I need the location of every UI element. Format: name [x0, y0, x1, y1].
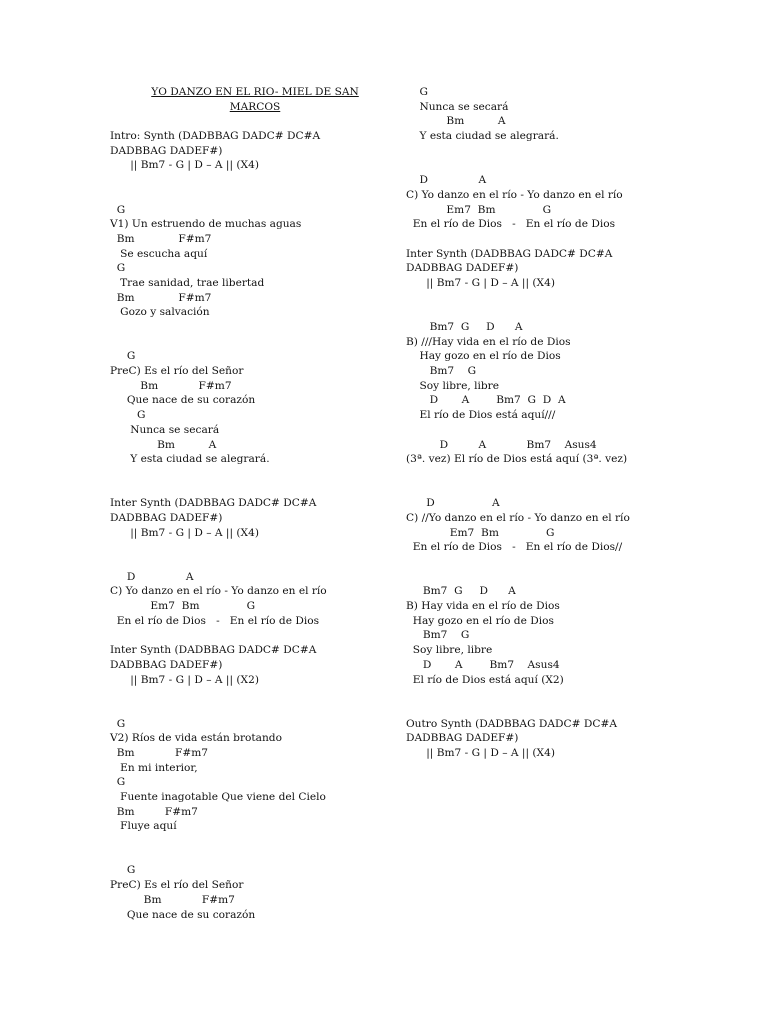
- lyric-line: G: [406, 86, 428, 98]
- left-column: [110, 85, 400, 922]
- lyric-line: G: [110, 262, 126, 275]
- lyric-line: D A: [406, 497, 500, 510]
- lyric-line: DADBBAG DADEF#): [110, 511, 223, 524]
- blank-line: [110, 188, 400, 203]
- title-spacer: [110, 114, 400, 129]
- blank-line: [110, 555, 400, 570]
- blank-line: [110, 540, 400, 555]
- lyric-line: Y esta ciudad se alegrará.: [406, 130, 559, 143]
- blank-line: [110, 320, 400, 335]
- song-title-line-2: MARCOS: [229, 100, 281, 113]
- lyric-line: Bm A: [406, 115, 506, 128]
- song-title-line-1: YO DANZO EN EL RIO- MIEL DE SAN: [151, 86, 359, 98]
- lyric-line: || Bm7 - G | D – A || (X2): [110, 673, 259, 686]
- lyric-line: Gozo y salvación: [110, 306, 210, 319]
- lyric-line: Bm7 G D A: [406, 585, 516, 598]
- lyric-line: Nunca se secará: [406, 100, 509, 113]
- lyric-line: D A Bm7 Asus4: [406, 658, 560, 671]
- lyric-line: En mi interior,: [110, 761, 198, 774]
- blank-line: [406, 144, 706, 159]
- lyric-line: Hay gozo en el río de Dios: [406, 614, 554, 627]
- lyric-line: Fuente inagotable Que viene del Cielo: [110, 791, 326, 803]
- lyric-line: C) //Yo danzo en el río - Yo danzo en el río: [406, 511, 630, 524]
- lyric-line: En el río de Dios - En el río de Dios: [110, 614, 320, 627]
- lyric-line: G: [110, 409, 146, 422]
- lyric-line: D A Bm7 G D A: [406, 394, 566, 407]
- lyric-line: PreC) Es el río del Señor: [110, 879, 244, 892]
- lyric-line: Intro: Synth (DADBBAG DADC# DC#A: [110, 130, 321, 143]
- lyric-line: (3ª. vez) El río de Dios está aquí (3ª. vez): [406, 453, 628, 466]
- lyric-line: Bm A: [110, 438, 217, 451]
- blank-line: [406, 291, 706, 306]
- lyric-line: G: [110, 717, 126, 730]
- lyric-line: V1) Un estruendo de muchas aguas: [110, 218, 302, 231]
- lyric-line: Bm F#m7: [110, 893, 235, 906]
- lyric-line: B) ///Hay vida en el río de Dios: [406, 335, 571, 348]
- lyric-line: DADBBAG DADEF#): [110, 144, 223, 157]
- lyric-line: DADBBAG DADEF#): [110, 658, 223, 671]
- lyric-line: G: [110, 203, 126, 216]
- lyric-line: Bm7 G: [406, 629, 470, 642]
- lyric-line: Fluye aquí: [110, 820, 177, 833]
- lyric-line: DADBBAG DADEF#): [406, 732, 519, 745]
- lyric-line: Em7 Bm G: [406, 203, 552, 216]
- lyric-line: G: [110, 350, 136, 363]
- lyric-line: Em7 Bm G: [406, 526, 555, 539]
- lyric-line: || Bm7 - G | D – A || (X4): [406, 276, 555, 289]
- lyric-line: Inter Synth (DADBBAG DADC# DC#A: [110, 497, 317, 510]
- lyric-line: Que nace de su corazón: [110, 394, 256, 407]
- blank-line: [406, 467, 706, 482]
- blank-line: [406, 482, 706, 497]
- lyric-line: PreC) Es el río del Señor: [110, 365, 244, 378]
- lyric-line: Soy libre, libre: [406, 379, 499, 392]
- lyric-line: D A: [406, 174, 487, 187]
- blank-line: [406, 305, 706, 320]
- lyric-line: C) Yo danzo en el río - Yo danzo en el río: [406, 188, 623, 201]
- blank-line: [110, 687, 400, 702]
- lyric-line: Bm F#m7: [110, 746, 208, 759]
- lyric-line: Bm F#m7: [110, 232, 212, 245]
- lyric-line: Nunca se secará: [110, 423, 220, 436]
- blank-line: [406, 158, 706, 173]
- blank-line: [406, 702, 706, 717]
- blank-line: [110, 834, 400, 849]
- lyric-line: Inter Synth (DADBBAG DADC# DC#A: [110, 644, 317, 657]
- lyric-line: Bm F#m7: [110, 291, 212, 304]
- blank-line: [406, 232, 706, 247]
- lyric-line: Bm7 G: [406, 365, 477, 378]
- blank-line: [406, 423, 706, 438]
- lyric-line: || Bm7 - G | D – A || (X4): [110, 526, 259, 539]
- lyric-line: Hay gozo en el río de Dios: [406, 350, 561, 363]
- lyric-line: DADBBAG DADEF#): [406, 262, 519, 275]
- lyric-line: En el río de Dios - En el río de Dios: [406, 218, 616, 231]
- lyric-line: El río de Dios está aquí///: [406, 409, 556, 422]
- lyric-line: Y esta ciudad se alegrará.: [110, 453, 270, 466]
- blank-line: [406, 687, 706, 702]
- lyric-line: Que nace de su corazón: [110, 908, 256, 921]
- lyric-line: G: [110, 864, 136, 877]
- lyric-line: || Bm7 - G | D – A || (X4): [406, 746, 555, 759]
- lyric-line: El río de Dios está aquí (X2): [406, 673, 564, 686]
- lyric-line: D A Bm7 Asus4: [406, 438, 597, 451]
- blank-line: [110, 702, 400, 717]
- right-column: [406, 85, 706, 761]
- lyric-line: G: [110, 776, 126, 789]
- lyric-line: Outro Synth (DADBBAG DADC# DC#A: [406, 717, 618, 730]
- lyric-line: Bm F#m7: [110, 379, 232, 392]
- lyric-line: Bm F#m7: [110, 805, 198, 818]
- lyric-line: Em7 Bm G: [110, 600, 256, 613]
- lyric-line: D A: [110, 570, 194, 583]
- blank-line: [110, 628, 400, 643]
- lyric-line: C) Yo danzo en el río - Yo danzo en el río: [110, 585, 327, 598]
- lyric-line: Bm7 G D A: [406, 321, 523, 333]
- blank-line: [110, 467, 400, 482]
- blank-line: [110, 482, 400, 497]
- lyric-line: Inter Synth (DADBBAG DADC# DC#A: [406, 247, 613, 260]
- lyric-line: En el río de Dios - En el río de Dios//: [406, 541, 623, 554]
- lyric-line: V2) Ríos de vida están brotando: [110, 732, 282, 745]
- lyric-line: Se escucha aquí: [110, 247, 208, 260]
- blank-line: [406, 555, 706, 570]
- blank-line: [110, 173, 400, 188]
- blank-line: [406, 570, 706, 585]
- lyric-line: || Bm7 - G | D – A || (X4): [110, 159, 259, 172]
- lyric-line: B) Hay vida en el río de Dios: [406, 600, 560, 613]
- blank-line: [110, 335, 400, 350]
- blank-line: [110, 849, 400, 864]
- lyric-line: Soy libre, libre: [406, 644, 493, 657]
- lyric-line: Trae sanidad, trae libertad: [110, 276, 265, 289]
